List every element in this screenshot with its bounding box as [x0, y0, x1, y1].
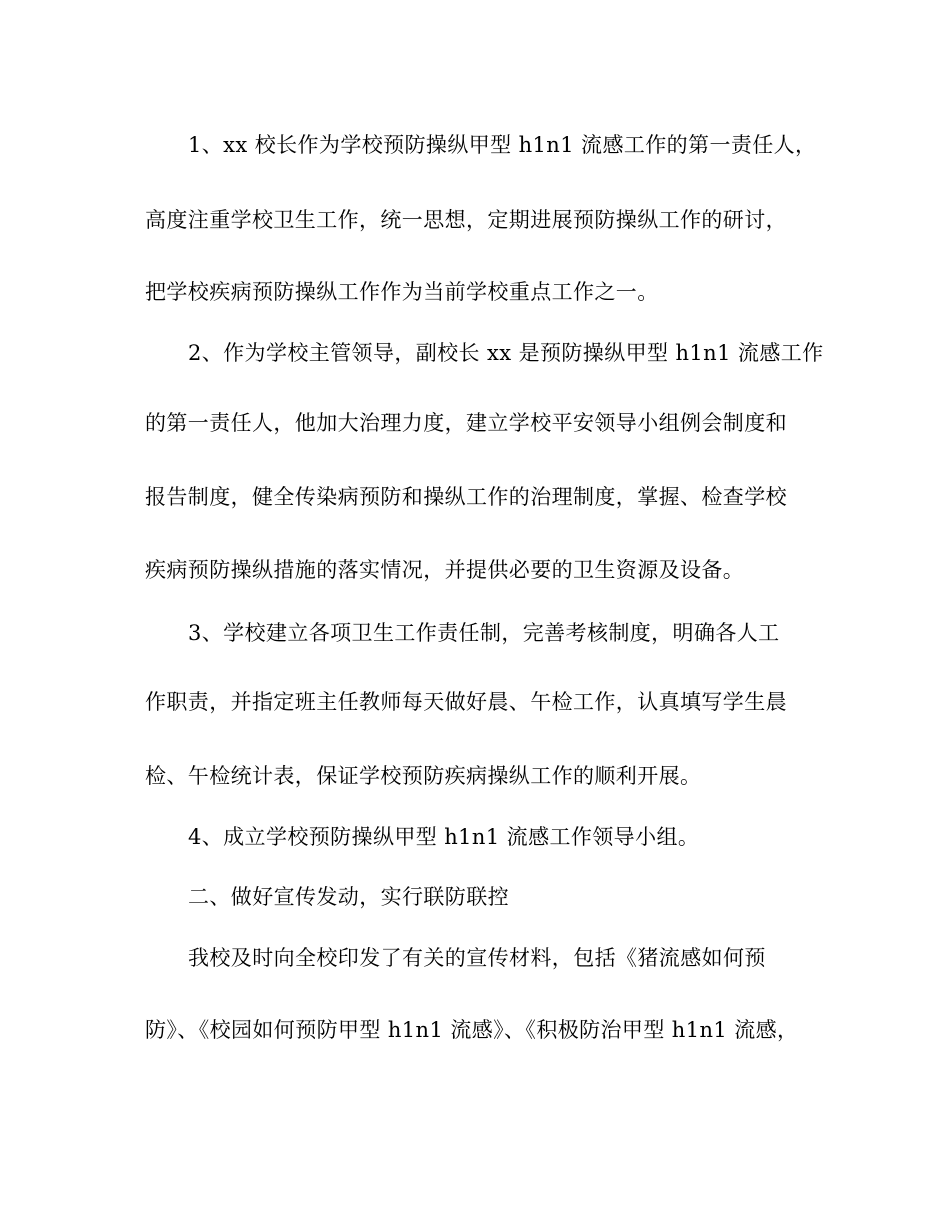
- text-line: 把学校疾病预防操纵工作作为当前学校重点工作之一。: [145, 280, 659, 304]
- text-line: 检、午检统计表，保证学校预防疾病操纵工作的顺利开展。: [145, 764, 702, 788]
- text-line: 疾病预防操纵措施的落实情况，并提供必要的卫生资源及设备。: [145, 558, 745, 582]
- text-line: 作职责，并指定班主任教师每天做好晨、午检工作，认真填写学生晨: [145, 690, 787, 714]
- text-line: 二、做好宣传发动，实行联防联控: [188, 885, 509, 909]
- text-line: 3、学校建立各项卫生工作责任制，完善考核制度，明确各人工: [188, 621, 780, 645]
- text-line: 4、成立学校预防操纵甲型 h1n1 流感工作领导小组。: [188, 825, 700, 849]
- text-line: 2、作为学校主管领导，副校长 xx 是预防操纵甲型 h1n1 流感工作: [188, 341, 824, 365]
- text-line: 高度注重学校卫生工作，统一思想，定期进展预防操纵工作的研讨，: [145, 208, 787, 232]
- text-line: 1、xx 校长作为学校预防操纵甲型 h1n1 流感工作的第一责任人，: [188, 133, 817, 157]
- text-line: 报告制度，健全传染病预防和操纵工作的治理制度，掌握、检查学校: [145, 485, 787, 509]
- text-line: 防》、《校园如何预防甲型 h1n1 流感》、《积极防治甲型 h1n1 流感，: [145, 1018, 799, 1042]
- text-line: 我校及时向全校印发了有关的宣传材料，包括《猪流感如何预: [188, 946, 766, 970]
- text-line: 的第一责任人，他加大治理力度，建立学校平安领导小组例会制度和: [145, 411, 787, 435]
